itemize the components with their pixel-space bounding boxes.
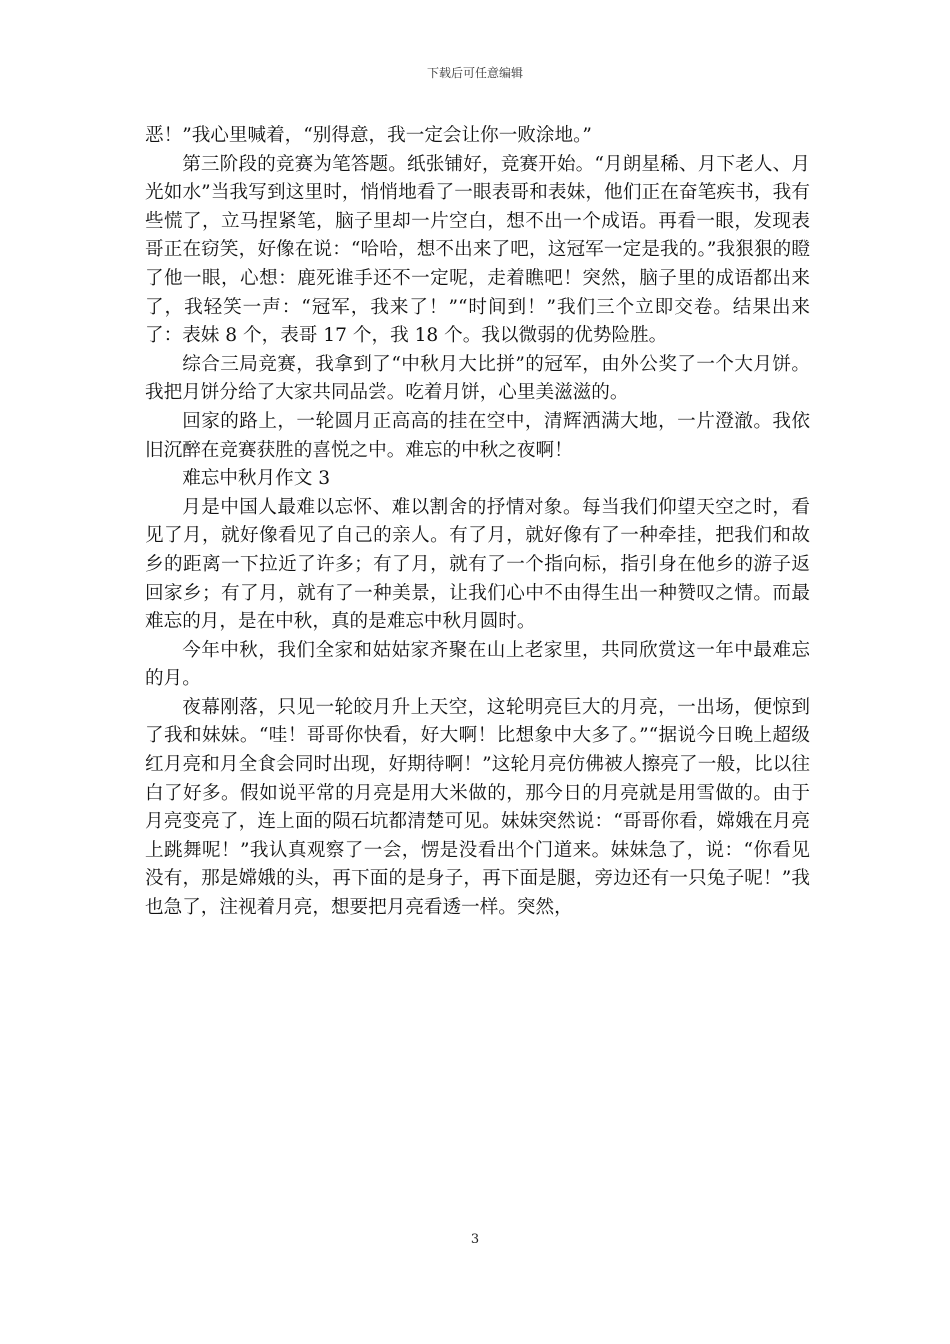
paragraph: 夜幕刚落，只见一轮皎月升上天空，这轮明亮巨大的月亮，一出场，便惊到了我和妹妹。“哇！哥哥你快看，好大啊！比想象中大多了。”“据说今日晚上超级红月亮和月全食会同时出现，好期待啊！”这轮月亮仿佛被人擦亮了一般，比以往白了好多。假如说平常的月亮是用大米做的，那今日的月亮就是用雪做的。由于月亮变亮了，连上面的陨石坑都清楚可见。妹妹突然说：“哥哥你看，嫦娥在月亮上跳舞呢！”我认真观察了一会，愣是没看出个门道来。妹妹急了，说：“你看见没有，那是嫦娥的头，再下面的是身子，再下面是腿，旁边还有一只兔子呢！”我也急了，注视着月亮，想要把月亮看透一样。突然，	[145, 696, 810, 919]
section-heading: 难忘中秋月作文 3	[182, 468, 331, 490]
page-number: 3	[470, 1232, 480, 1247]
paragraph: 今年中秋，我们全家和姑姑家齐聚在山上老家里，共同欣赏这一年中最难忘的月。	[145, 639, 810, 690]
paragraph: 月是中国人最难以忘怀、难以割舍的抒情对象。每当我们仰望天空之时，看见了月，就好像看见了自己的亲人。有了月，就好像有了一种牵挂，把我们和故乡的距离一下拉近了许多；有了月，就有了一个指向标，指引身在他乡的游子返回家乡；有了月，就有了一种美景，让我们心中不由得生出一种赞叹之情。而最难忘的月，是在中秋，真的是难忘中秋月圆时。	[145, 496, 810, 633]
paragraph: 恶！”我心里喊着，“别得意，我一定会让你一败涂地。”	[145, 125, 592, 146]
paragraph: 回家的路上，一轮圆月正高高的挂在空中，清辉洒满大地，一片澄澈。我依旧沉醉在竞赛获胜的喜悦之中。难忘的中秋之夜啊！	[145, 410, 810, 461]
paragraph: 综合三局竞赛，我拿到了“中秋月大比拼”的冠军，由外公奖了一个大月饼。我把月饼分给了大家共同品尝。吃着月饼，心里美滋滋的。	[145, 353, 810, 404]
document-body	[145, 122, 810, 923]
page-header: 下载后可任意编辑	[426, 66, 523, 80]
paragraph: 第三阶段的竞赛为笔答题。纸张铺好，竞赛开始。“月朗星稀、月下老人、月光如水”当我写到这里时，悄悄地看了一眼表哥和表妹，他们正在奋笔疾书，我有些慌了，立马捏紧笔，脑子里却一片空白，想不出一个成语。再看一眼，发现表哥正在窃笑，好像在说：“哈哈，想不出来了吧，这冠军一定是我的。”我狠狠的瞪了他一眼，心想：鹿死谁手还不一定呢，走着瞧吧！突然，脑子里的成语都出来了，我轻笑一声：“冠军，我来了！”“时间到！”我们三个立即交卷。结果出来了：表妹 8 个，表哥 17 个，我 18 个。我以微弱的优势险胜。	[145, 153, 810, 347]
